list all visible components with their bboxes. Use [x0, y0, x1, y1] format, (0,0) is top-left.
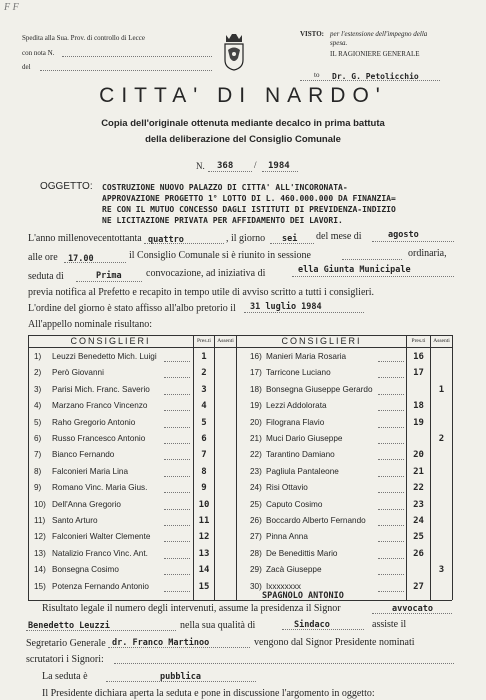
councillor-name: Leuzzi Benedetto Mich. Luigi — [52, 352, 157, 361]
present-number: 12 — [198, 532, 210, 543]
councillor-name: Lezzi Addolorata — [266, 401, 327, 411]
councillor-name: Natalizio Franco Vinc. Ant. — [52, 548, 148, 558]
councillor-index: 19) — [250, 401, 262, 411]
councillor-index: 17) — [250, 368, 262, 378]
absent-number: 2 — [438, 434, 445, 444]
councillor-name: Bonsegna Giuseppe Gerardo — [266, 384, 373, 394]
present-number: 7 — [201, 450, 207, 461]
present-number: 1 — [201, 352, 207, 362]
councillor-name: Risi Ottavio — [266, 483, 308, 493]
president-name: Benedetto Leuzzi — [28, 621, 110, 631]
councillor-index: 15) — [34, 581, 46, 591]
scrutineers-label: scrutatori i Signori: — [26, 654, 104, 665]
oggetto-line-2: APPROVAZIONE PROGETTO 1° LOTTO DI L. 460.000.000 DA FINANZIA= — [102, 194, 396, 203]
quality-text: nella sua qualità di — [180, 620, 256, 631]
councillor-name: Romano Vinc. Maria Gius. — [52, 483, 148, 493]
agenda-text: L'ordine del giorno è stato affisso all'albo pretorio il — [28, 303, 236, 314]
councillor-index: 11) — [34, 516, 46, 525]
month-text: del mese di — [316, 231, 362, 242]
president-role: Sindaco — [294, 620, 330, 630]
councillor-name: Pagliula Pantaleone — [266, 466, 339, 476]
present-number: 22 — [413, 483, 424, 494]
present-number: 14 — [198, 565, 210, 576]
councillor-index: 3) — [34, 384, 42, 394]
present-number: 4 — [201, 401, 207, 412]
councillor-index: 21) — [250, 434, 262, 443]
year-value: quattro — [148, 235, 184, 245]
subtitle-deliberation: della deliberazione del Consiglio Comunale — [145, 134, 341, 145]
councillor-name: Parisi Mich. Franc. Saverio — [52, 384, 150, 394]
councillor-name: Manieri Maria Rosaria — [266, 352, 347, 361]
day-value: sei — [282, 234, 298, 244]
session-text: il Consiglio Comunale si è riunito in sessione — [129, 250, 311, 261]
presidency-text: Risultato legale il numero degli intervenuti, assume la presidenza il Signor — [42, 603, 341, 614]
present-number: 9 — [201, 483, 207, 494]
councillor-index: 13) — [34, 548, 46, 558]
coat-of-arms-icon — [222, 32, 246, 72]
present-number: 17 — [413, 368, 424, 379]
seduta-text: seduta di — [28, 271, 64, 282]
councillor-name: Zacà Giuseppe — [266, 565, 322, 575]
councillor-index: 6) — [34, 434, 42, 443]
present-number: 16 — [413, 352, 424, 362]
councillor-name: Muci Dario Giuseppe — [266, 434, 343, 443]
present-number: 20 — [413, 450, 424, 461]
councillor-index: 8) — [34, 466, 42, 476]
councillor-name: Bonsegna Cosimo — [52, 565, 119, 575]
hour-value: 17.00 — [68, 254, 94, 264]
roll-call-text: All'appello nominale risultano: — [28, 319, 152, 330]
councillor-index: 14) — [34, 565, 46, 575]
present-number: 8 — [201, 466, 207, 477]
councillor-name: Dell'Anna Gregorio — [52, 499, 121, 509]
left-header-consiglieri: CONSIGLIERI — [70, 336, 151, 346]
visto-label: VISTO: — [300, 30, 324, 38]
councillor-index: 20) — [250, 417, 262, 427]
present-number: 21 — [413, 466, 424, 477]
councillor-name: Però Giovanni — [52, 368, 104, 378]
councillor-name: Bianco Fernando — [52, 450, 115, 460]
present-number: 19 — [413, 417, 424, 428]
councillor-index: 9) — [34, 483, 42, 493]
councillor-index: 18) — [250, 384, 262, 394]
discussion-text: Il Presidente dichiara aperta la seduta e pone in discussione l'argomento in oggetto: — [42, 688, 375, 699]
councillor-index: 1) — [34, 352, 42, 361]
councillor-name: Ixxxxxxxx — [266, 581, 302, 591]
councillor-name: Potenza Fernando Antonio — [52, 581, 149, 591]
councillor-name: Tarantino Damiano — [266, 450, 335, 460]
initiative-value: ella Giunta Municipale — [298, 265, 411, 275]
header-date: del — [22, 63, 31, 71]
ragioniere-signature: Dr. G. Petolicchio — [332, 72, 419, 81]
councillor-name: Russo Francesco Antonio — [52, 434, 146, 443]
present-number: 6 — [201, 434, 207, 444]
councillor-index: 25) — [250, 499, 262, 509]
councillor-index: 22) — [250, 450, 262, 460]
councillor-index: 2) — [34, 368, 42, 378]
councillor-index: 16) — [250, 352, 262, 361]
secretary-label: Segretario Generale — [26, 638, 106, 649]
councillor-name: Falconieri Maria Lina — [52, 466, 128, 476]
councillor-name: Falconieri Walter Clemente — [52, 532, 151, 542]
councillor-name: Boccardo Alberto Fernando — [266, 516, 366, 525]
agenda-date: 31 luglio 1984 — [250, 302, 322, 312]
header-sent-to: Spedita alla Sua. Prov. di controllo di Lecce — [22, 34, 145, 42]
councillor-index: 26) — [250, 516, 262, 525]
initiative-text: convocazione, ad iniziativa di — [146, 268, 266, 279]
councillor-name: Pinna Anna — [266, 532, 308, 542]
present-number: 10 — [198, 499, 210, 510]
right-header-assenti: Assenti — [433, 338, 450, 344]
councillor-name: De Benedittis Mario — [266, 548, 338, 558]
present-number: 5 — [201, 417, 207, 428]
visto-text: per l'estensione dell'impegno della spesa. — [330, 30, 428, 47]
present-number: 3 — [201, 384, 207, 395]
present-number: 24 — [413, 516, 424, 526]
councillor-index: 4) — [34, 401, 42, 411]
councillor-name: Santo Arturo — [52, 516, 98, 525]
replacement-councillor: SPAGNOLO ANTONIO — [262, 591, 344, 601]
councillor-name: Filograna Flavio — [266, 417, 325, 427]
year-text: L'anno millenovecentottanta — [28, 233, 142, 244]
number-label: N. — [196, 161, 205, 171]
oggetto-line-4: NE LICITAZIONE PRIVATA PER AFFIDAMENTO DEI LAVORI. — [102, 216, 343, 225]
left-header-assenti: Assenti — [217, 338, 234, 344]
present-number: 23 — [413, 499, 424, 510]
present-number: 2 — [201, 368, 207, 379]
hour-text: alle ore — [28, 252, 58, 263]
right-header-presenti: Pres.ti — [411, 338, 426, 344]
present-number: 26 — [413, 548, 424, 559]
councillor-name: Raho Gregorio Antonio — [52, 417, 136, 427]
nominated-text: vengono dal Signor Presidente nominati — [254, 637, 415, 648]
assists-text: assiste il — [372, 619, 407, 630]
councillor-index: 5) — [34, 417, 42, 427]
session-type: ordinaria, — [408, 248, 447, 259]
subtitle-copy: Copia dell'originale ottenuta mediante decalco in prima battuta — [101, 118, 385, 129]
deliberation-number: 368 — [217, 161, 234, 171]
right-header-consiglieri: CONSIGLIERI — [281, 336, 362, 346]
notice-text: previa notifica al Prefetto e recapito in tempo utile di avviso scritto a tutti i consiglieri. — [28, 287, 375, 298]
present-number: 11 — [198, 516, 210, 526]
councillor-name: Marzano Franco Vincenzo — [52, 401, 148, 411]
convocation-value: Prima — [96, 271, 122, 281]
councillor-index: 27) — [250, 532, 262, 542]
day-text: , il giorno — [226, 233, 266, 244]
councillor-name: Caputo Cosimo — [266, 499, 323, 509]
document-title: CITTA' DI NARDO' — [99, 84, 387, 107]
councillor-index: 7) — [34, 450, 42, 460]
secretary-name: dr. Franco Martinoo — [112, 638, 210, 648]
present-number: 15 — [198, 581, 210, 592]
present-number: 18 — [413, 401, 424, 412]
oggetto-line-3: RE CON IL MUTUO CONCESSO DAGLI ISTITUTI DI PREVIDENZA-INDIZIO — [102, 205, 396, 214]
absent-number: 3 — [438, 565, 445, 576]
councillor-index: 10) — [34, 499, 46, 509]
left-header-presenti: Pres.ti — [197, 338, 211, 344]
councillor-index: 29) — [250, 565, 262, 575]
oggetto-text — [102, 182, 396, 226]
deliberation-year: 1984 — [268, 161, 290, 171]
oggetto-line-1: COSTRUZIONE NUOVO PALAZZO DI CITTA' ALL'INCORONATA- — [102, 183, 348, 192]
councillor-index: 28) — [250, 548, 262, 558]
month-value: agosto — [388, 230, 419, 240]
councillor-name: Tarricone Luciano — [266, 368, 331, 378]
present-number: 13 — [198, 548, 210, 559]
councillor-index: 23) — [250, 466, 262, 476]
oggetto-label: OGGETTO: — [40, 181, 93, 192]
ragioniere-label: IL RAGIONIERE GENERALE — [330, 50, 420, 58]
present-number: 27 — [413, 581, 424, 592]
signature-prefix: to — [314, 71, 320, 79]
councillor-index: 24) — [250, 483, 262, 493]
councillor-index: 12) — [34, 532, 46, 542]
corner-mark: F F — [4, 2, 19, 13]
councillor-index: 30) — [250, 581, 262, 591]
session-public-text: La seduta è — [42, 671, 88, 682]
present-number: 25 — [413, 532, 424, 543]
presidency-value: avvocato — [392, 604, 433, 614]
header-note-number: con nota N. — [22, 49, 55, 57]
absent-number: 1 — [438, 384, 445, 395]
session-public-value: pubblica — [160, 672, 201, 682]
